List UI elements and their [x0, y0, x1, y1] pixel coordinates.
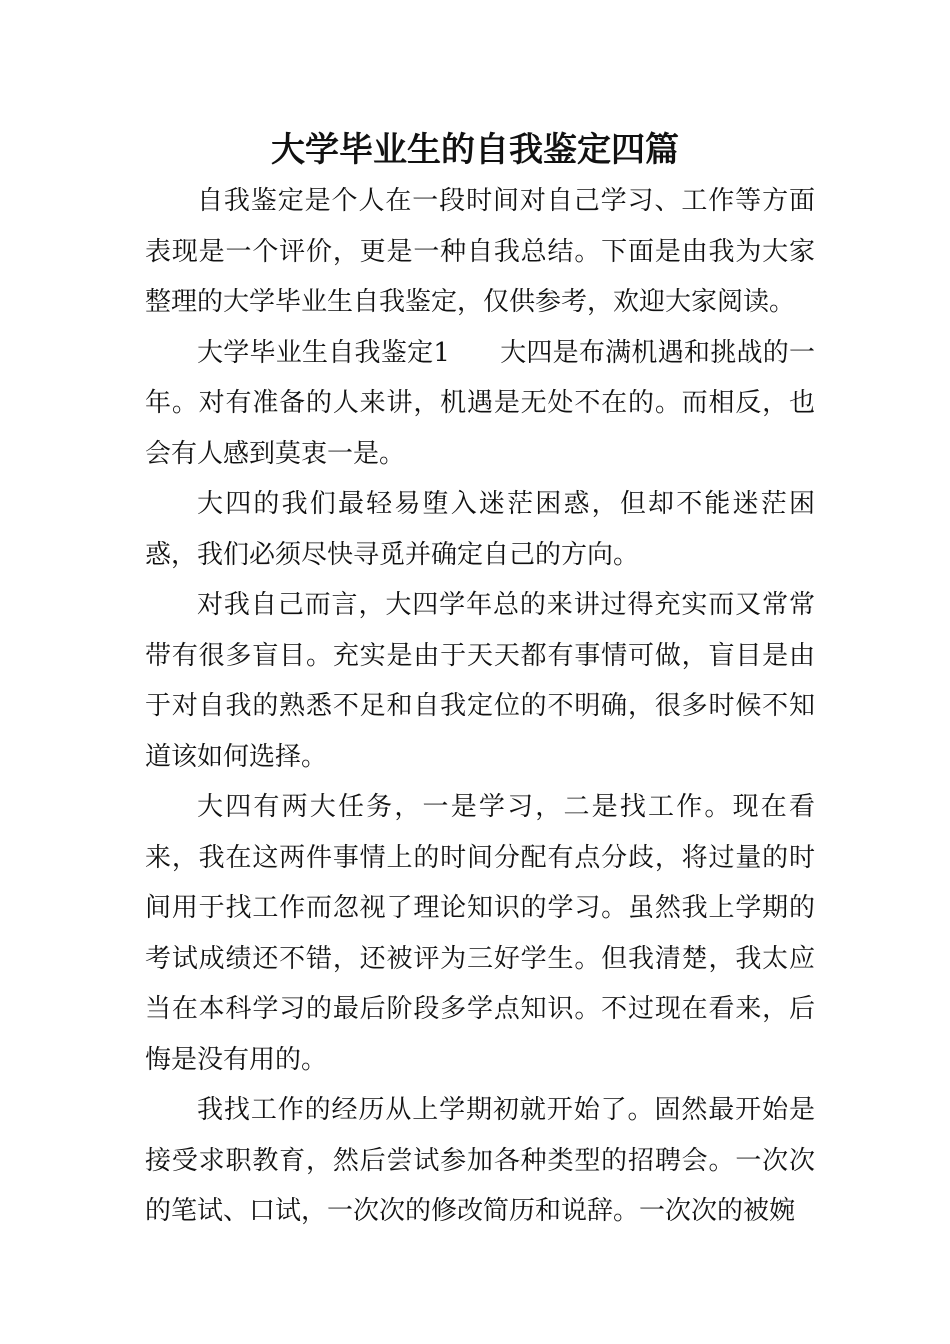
body-paragraph: 大四的我们最轻易堕入迷茫困惑，但却不能迷茫困惑，我们必须尽快寻觅并确定自己的方向。 — [145, 489, 815, 570]
body-paragraph: 大四有两大任务，一是学习，二是找工作。现在看来，我在这两件事情上的时间分配有点分歧，将过量的时间用于找工作而忽视了理论知识的学习。虽然我上学期的考试成绩还不错，还被评为三好学生。但我清楚，我太应当在本科学习的最后阶段多学点知识。不过现在看来，后悔是没有用的。 — [145, 792, 815, 1075]
section-1-paragraph — [145, 328, 815, 480]
intro-paragraph: 自我鉴定是个人在一段时间对自己学习、工作等方面表现是一个评价，更是一种自我总结。下面是由我为大家整理的大学毕业生自我鉴定，仅供参考，欢迎大家阅读。 — [145, 186, 815, 317]
section-1-text: 大四是布满机遇和挑战的一年。对有准备的人来讲，机遇是无处不在的。而相反，也会有人感到莫衷一是。 — [145, 337, 815, 469]
page-title: 大学毕业生的自我鉴定四篇 — [271, 130, 679, 170]
body-paragraph: 我找工作的经历从上学期初就开始了。固然最开始是接受求职教育，然后尝试参加各种类型的招聘会。一次次的笔试、口试，一次次的修改简历和说辞。一次次的被婉 — [145, 1095, 815, 1226]
body-paragraph: 对我自己而言，大四学年总的来讲过得充实而又常常带有很多盲目。充实是由于天天都有事情可做，盲目是由于对自我的熟悉不足和自我定位的不明确，很多时候不知道该如何选择。 — [145, 590, 815, 772]
document-body — [145, 176, 815, 1237]
section-heading: 大学毕业生自我鉴定1 — [197, 337, 450, 368]
